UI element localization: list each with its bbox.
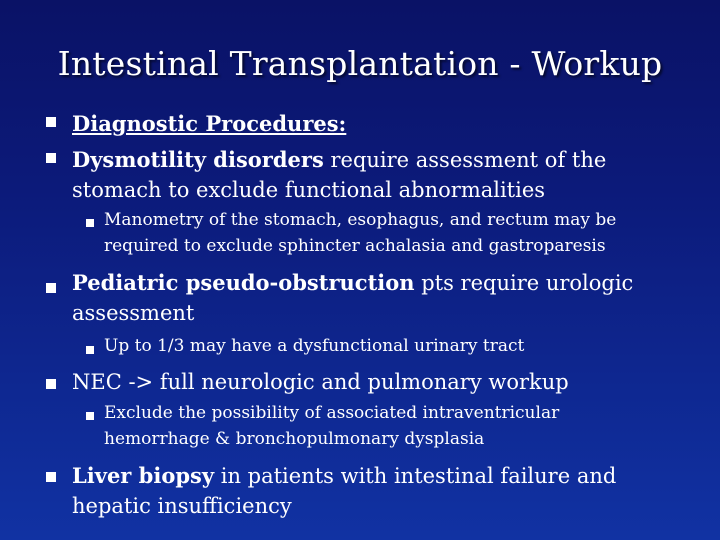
bullet-text-continuation: hepatic insufficiency (72, 494, 292, 518)
square-bullet-icon (46, 283, 56, 293)
bullet-bold-term: Pediatric pseudo-obstruction (72, 270, 415, 295)
sub-bullet-text-continuation: required to exclude sphincter achalasia and gastroparesis (104, 236, 606, 256)
bullet-item-diagnostic-procedures (72, 109, 346, 139)
sub-bullet-text-continuation: hemorrhage & bronchopulmonary dysplasia (104, 429, 485, 449)
sub-bullet-exclude: Exclude the possibility of associated intraventricular (104, 403, 560, 423)
square-bullet-icon (86, 346, 94, 354)
square-bullet-icon (86, 219, 94, 227)
bullet-text-continuation: stomach to exclude functional abnormalities (72, 178, 546, 202)
square-bullet-icon (46, 379, 56, 389)
bullet-text: in patients with intestinal failure and (214, 464, 617, 488)
square-bullet-icon (46, 153, 56, 163)
bullet-item-nec: NEC -> full neurologic and pulmonary workup (72, 370, 569, 394)
bullet-item-dysmotility (72, 145, 606, 175)
square-bullet-icon (46, 117, 56, 127)
bullet-bold-term: Liver biopsy (72, 463, 215, 488)
sub-bullet-manometry: Manometry of the stomach, esophagus, and rectum may be (104, 210, 617, 230)
sub-bullet-urinary: Up to 1/3 may have a dysfunctional urinary tract (104, 336, 525, 356)
bullet-text: pts require urologic (414, 271, 634, 295)
bullet-text-continuation: assessment (72, 301, 195, 325)
square-bullet-icon (86, 412, 94, 420)
bullet-item-pediatric (72, 268, 633, 298)
bullet-heading: Diagnostic Procedures: (72, 111, 347, 136)
bullet-item-liver-biopsy (72, 461, 616, 491)
bullet-text: require assessment of the (323, 148, 607, 172)
bullet-bold-term: Dysmotility disorders (72, 147, 324, 172)
square-bullet-icon (46, 472, 56, 482)
slide-title: Intestinal Transplantation - Workup (57, 44, 663, 83)
